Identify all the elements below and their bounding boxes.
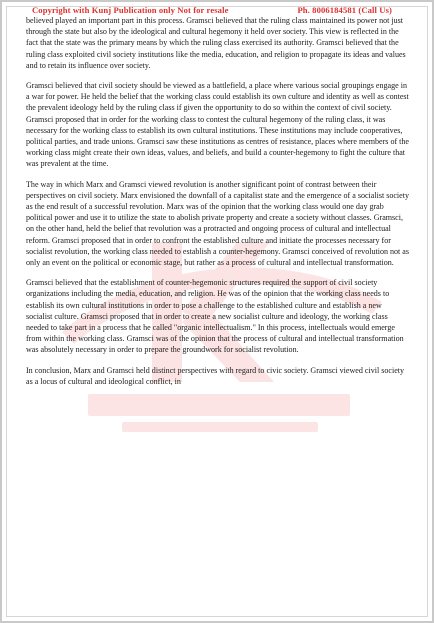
paragraph: The way in which Marx and Gramsci viewed revolution is another significant point of contrast between their perspectives on civil society. Marx envisioned the downfall of a capitalist state and the emergence of a socialist society as the end result of a successful revolution. Marx was of the opinion that the working class would one day grab political power and use it to utilize the state to abolish private property and create a society without classes. Gramsci, on the other hand, held the belief that revolution was a protracted and ongoing process of cultural and intellectual reform. Gramsci proposed that in order to confront the established culture and initiate the processes necessary for socialist revolution, the working class needed to establish a counter-hegemony. Gramsci conceived of revolution not as only an event on the political or economic stage, but rather as a process of cultural and intellectual transformation. <box>26 179 410 268</box>
page-header <box>32 5 392 15</box>
paragraph: Gramsci believed that civil society should be viewed as a battlefield, a place where various social groupings engage in a war for power. He held the belief that the working class could establish its own culture and identity as well as contest the prevalent ideology held by the ruling class if given the opportunity to do so within the context of civil society. Gramsci proposed that in order for the working class to contest the cultural hegemony of the ruling class, it was necessary for the working class to establish its own cultural institutions. These institutions may include cooperatives, political parties, and trade unions. Gramsci saw these institutions as centres of resistance, places where members of the working class might create their own ideas, values, and beliefs, and build a counter-hegemony to fight the culture that was prevalent at the time. <box>26 81 410 169</box>
paragraph: believed played an important part in this process. Gramsci believed that the ruling class maintained its power not just through the state but also by the ideological and cultural hegemony it held over society. This view is reflected in the fact that the state was the primary means by which the ruling class exercised its authority. Gramsci believed that the ruling class exploited civil society institutions like the media, education, and religion to propagate its ideas and values and to retain its influence over society. <box>26 16 406 70</box>
paragraph: Gramsci believed that the establishment of counter-hegemonic structures required the support of civil society organizations including the media, education, and religion. He was of the opinion that the working class needs to establish its own cultural institutions in order to pose a challenge to the established culture and establish a new socialist culture. Gramsci proposed that in order to create a new socialist culture and ideology, the working class needed to take part in a process that he called "organic intellectualism." In this process, intellectuals would emerge from within the working class. Gramsci was of the opinion that the process of cultural and intellectual transformation was absolutely necessary in order to prepare the groundwork for socialist revolution. <box>26 278 404 355</box>
contact-phone: Ph. 8006184581 (Call Us) <box>297 5 392 15</box>
copyright-notice: Copyright with Kunj Publication only Not for resale <box>32 5 229 15</box>
document-body <box>26 15 410 396</box>
paragraph: In conclusion, Marx and Gramsci held distinct perspectives with regard to civic society. Gramsci viewed civil society as a locus of cultural and ideological conflict, in <box>26 365 405 386</box>
